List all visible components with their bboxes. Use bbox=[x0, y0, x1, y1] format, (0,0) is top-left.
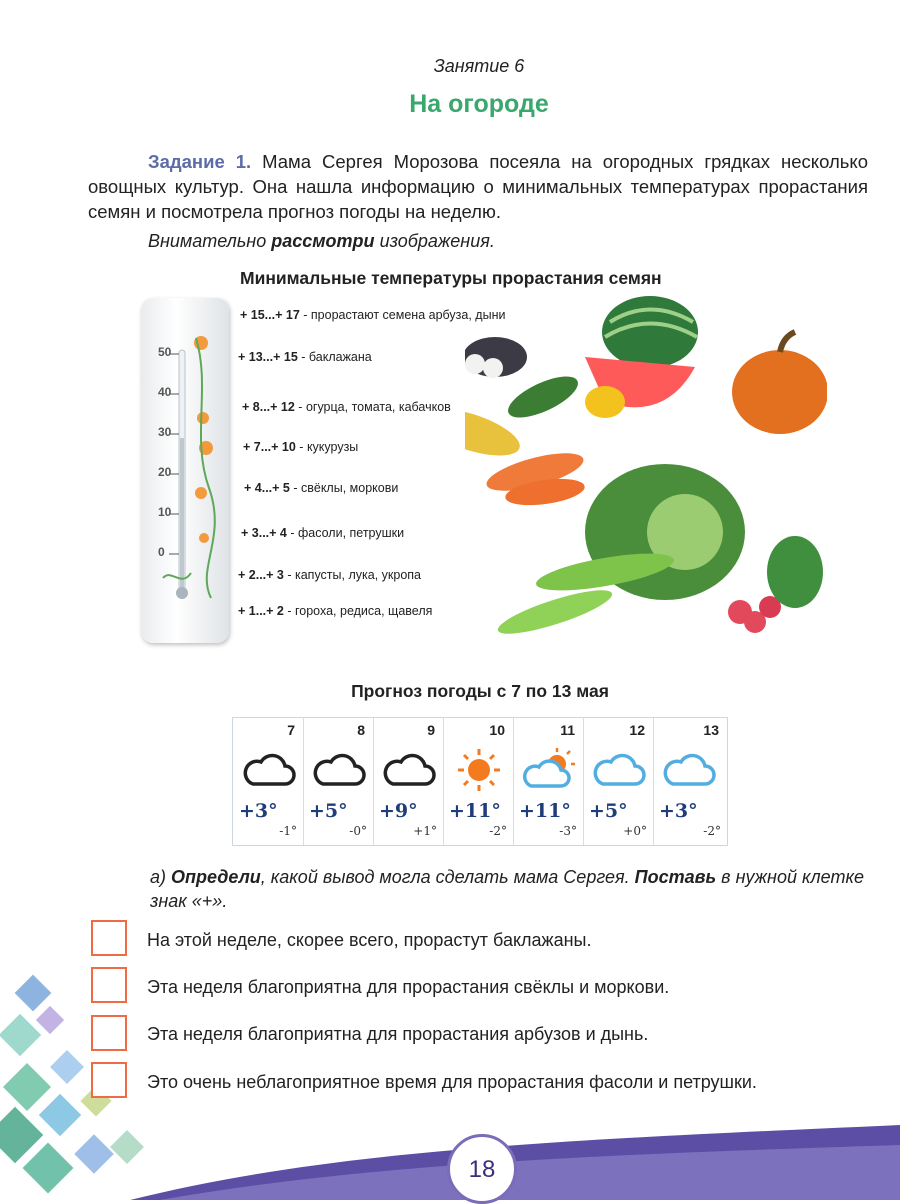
sun-icon bbox=[451, 746, 507, 792]
cloud-icon bbox=[381, 746, 437, 792]
temp-desc: баклажана bbox=[308, 350, 372, 364]
temp-range: + 4...+ 5 bbox=[244, 481, 290, 495]
question-text bbox=[150, 865, 866, 913]
cloud-icon bbox=[311, 746, 367, 792]
temp-range: + 8...+ 12 bbox=[242, 400, 295, 414]
task-body: Мама Сергея Морозова посеяла на огородных грядках несколько овощных культур. Она нашла информацию о минимальных температурах прорастания семян и посмотрела прогноз погоды на неделю. bbox=[88, 151, 868, 222]
seed-temp-row: + 7...+ 10 - кукурузы bbox=[243, 440, 359, 454]
day-high: +11° bbox=[519, 800, 571, 822]
lesson-number: Занятие 6 bbox=[433, 56, 525, 76]
seeds-title: Минимальные температуры прорастания семян bbox=[240, 268, 662, 288]
answer-option-4: Это очень неблагоприятное время для прорастания фасоли и петрушки. bbox=[147, 1072, 757, 1092]
question-suffix: в нужной клетке знак «+». bbox=[150, 867, 864, 911]
forecast-day bbox=[303, 718, 374, 845]
question-prefix: а) bbox=[150, 867, 172, 887]
temp-range: + 3...+ 4 bbox=[241, 526, 287, 540]
sun-cloud-icon bbox=[521, 746, 577, 792]
day-high: +5° bbox=[309, 800, 348, 822]
temp-range: + 15...+ 17 bbox=[240, 308, 300, 322]
seed-temp-row: + 3...+ 4 - фасоли, петрушки bbox=[241, 526, 405, 540]
temp-desc: фасоли, петрушки bbox=[297, 526, 405, 540]
forecast-title: Прогноз погоды с 7 по 13 мая bbox=[351, 681, 609, 701]
answer-option-2: Эта неделя благоприятна для прорастания свёклы и моркови. bbox=[147, 977, 670, 997]
forecast-day bbox=[233, 718, 304, 845]
day-low: +0° bbox=[623, 824, 647, 838]
day-number: 11 bbox=[560, 722, 575, 738]
task-label: Задание 1. bbox=[148, 151, 252, 172]
cloud-icon bbox=[241, 746, 297, 792]
scale-label: 0 bbox=[158, 545, 165, 559]
day-high: +5° bbox=[589, 800, 628, 822]
seed-temp-row: + 13...+ 15 - баклажана bbox=[238, 350, 372, 364]
day-low: -3° bbox=[559, 824, 577, 838]
temp-desc: прорастают семена арбуза, дыни bbox=[310, 308, 506, 322]
task-text bbox=[88, 149, 868, 224]
scale-label: 50 bbox=[158, 345, 172, 359]
answer-option-1: На этой неделе, скорее всего, прорастут баклажаны. bbox=[147, 930, 592, 950]
day-high: +3° bbox=[239, 800, 278, 822]
day-high: +3° bbox=[659, 800, 698, 822]
thermometer bbox=[141, 298, 229, 643]
forecast-day bbox=[373, 718, 444, 845]
seed-temp-row: + 1...+ 2 - гороха, редиса, щавеля bbox=[238, 604, 433, 618]
day-number: 12 bbox=[629, 722, 645, 738]
day-high: +9° bbox=[379, 800, 418, 822]
instruction-post: изображения. bbox=[374, 231, 495, 251]
page-title: На огороде bbox=[409, 90, 549, 118]
question-mid: , какой вывод могла сделать мама Сергея. bbox=[260, 867, 635, 887]
temp-range: + 1...+ 2 bbox=[238, 604, 284, 618]
temp-desc: гороха, редиса, щавеля bbox=[294, 604, 433, 618]
answer-option-3: Эта неделя благоприятна для прорастания арбузов и дынь. bbox=[147, 1024, 649, 1044]
temp-range: + 13...+ 15 bbox=[238, 350, 298, 364]
light-cloud-icon bbox=[661, 746, 717, 792]
day-number: 10 bbox=[489, 722, 505, 738]
answer-checkbox-4[interactable] bbox=[91, 1062, 127, 1098]
day-low: -2° bbox=[489, 824, 507, 838]
temp-range: + 2...+ 3 bbox=[238, 568, 284, 582]
scale-label: 10 bbox=[158, 505, 172, 519]
question-verb-1: Определи bbox=[171, 867, 261, 887]
answer-checkbox-1[interactable] bbox=[91, 920, 127, 956]
day-low: -1° bbox=[279, 824, 297, 838]
temp-desc: кукурузы bbox=[306, 440, 359, 454]
scale-label: 40 bbox=[158, 385, 172, 399]
day-low: +1° bbox=[413, 824, 437, 838]
answer-checkbox-3[interactable] bbox=[91, 1015, 127, 1051]
temp-desc: свёклы, моркови bbox=[300, 481, 399, 495]
temp-range: + 7...+ 10 bbox=[243, 440, 296, 454]
day-low: -0° bbox=[349, 824, 367, 838]
forecast-day bbox=[583, 718, 654, 845]
forecast-table bbox=[232, 717, 728, 846]
temp-desc: огурца, томата, кабачков bbox=[305, 400, 451, 414]
instruction bbox=[148, 231, 495, 252]
scale-label: 20 bbox=[158, 465, 172, 479]
answer-checkbox-2[interactable] bbox=[91, 967, 127, 1003]
temp-desc: капусты, лука, укропа bbox=[294, 568, 421, 582]
vegetables-illustration bbox=[465, 292, 827, 644]
seed-temp-row: + 8...+ 12 - огурца, томата, кабачков bbox=[242, 400, 451, 414]
day-number: 7 bbox=[287, 722, 295, 738]
forecast-day bbox=[653, 718, 727, 845]
day-high: +11° bbox=[449, 800, 501, 822]
light-cloud-icon bbox=[591, 746, 647, 792]
seed-temp-row: + 4...+ 5 - свёклы, моркови bbox=[244, 481, 399, 495]
day-low: -2° bbox=[703, 824, 721, 838]
forecast-day bbox=[513, 718, 584, 845]
scale-label: 30 bbox=[158, 425, 172, 439]
day-number: 13 bbox=[703, 722, 719, 738]
page-number: 18 bbox=[447, 1134, 517, 1204]
instruction-pre: Внимательно bbox=[148, 231, 272, 251]
day-number: 8 bbox=[357, 722, 365, 738]
forecast-day bbox=[443, 718, 514, 845]
day-number: 9 bbox=[427, 722, 435, 738]
seed-temp-row: + 15...+ 17 - прорастают семена арбуза, дыни bbox=[240, 308, 506, 322]
instruction-bold: рассмотри bbox=[271, 231, 375, 251]
question-verb-2: Поставь bbox=[634, 867, 717, 887]
seed-temp-row: + 2...+ 3 - капусты, лука, укропа bbox=[238, 568, 421, 582]
thermometer-graphic bbox=[141, 298, 229, 643]
